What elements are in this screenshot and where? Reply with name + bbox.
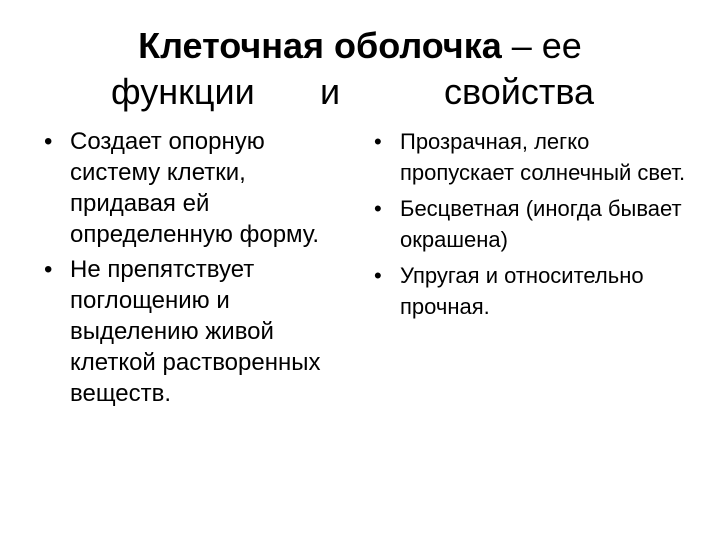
functions-list [36,126,336,413]
properties-list [366,126,696,327]
slide-title-line-1 [0,26,720,66]
title-word-functions: функции [111,71,255,112]
bullet: • [44,256,53,283]
bullet: • [44,128,53,155]
bullet: • [374,129,382,154]
functions-item-text: Не препятствует поглощению и выделению живой клеткой растворенных веществ. [70,256,321,407]
functions-item-text: Создает опорную систему клетки, придавая ей определенную форму. [70,128,320,248]
functions-list-item [36,254,336,409]
title-main: Клеточная оболочка [138,25,502,66]
bullet: • [374,196,382,221]
properties-list-item [366,260,696,322]
title-suffix: – ее [501,25,582,66]
bullet: • [374,263,382,288]
title-word-and: и [320,71,341,112]
functions-list-item [36,126,336,250]
title-word-properties: свойства [444,71,595,112]
properties-item-text: Бесцветная (иногда бывает окрашена) [400,196,682,252]
properties-list-item [366,126,696,188]
properties-item-text: Прозрачная, легко пропускает солнечный свет. [400,129,686,185]
properties-item-text: Упругая и относительно прочная. [400,263,644,319]
properties-list-item [366,193,696,255]
